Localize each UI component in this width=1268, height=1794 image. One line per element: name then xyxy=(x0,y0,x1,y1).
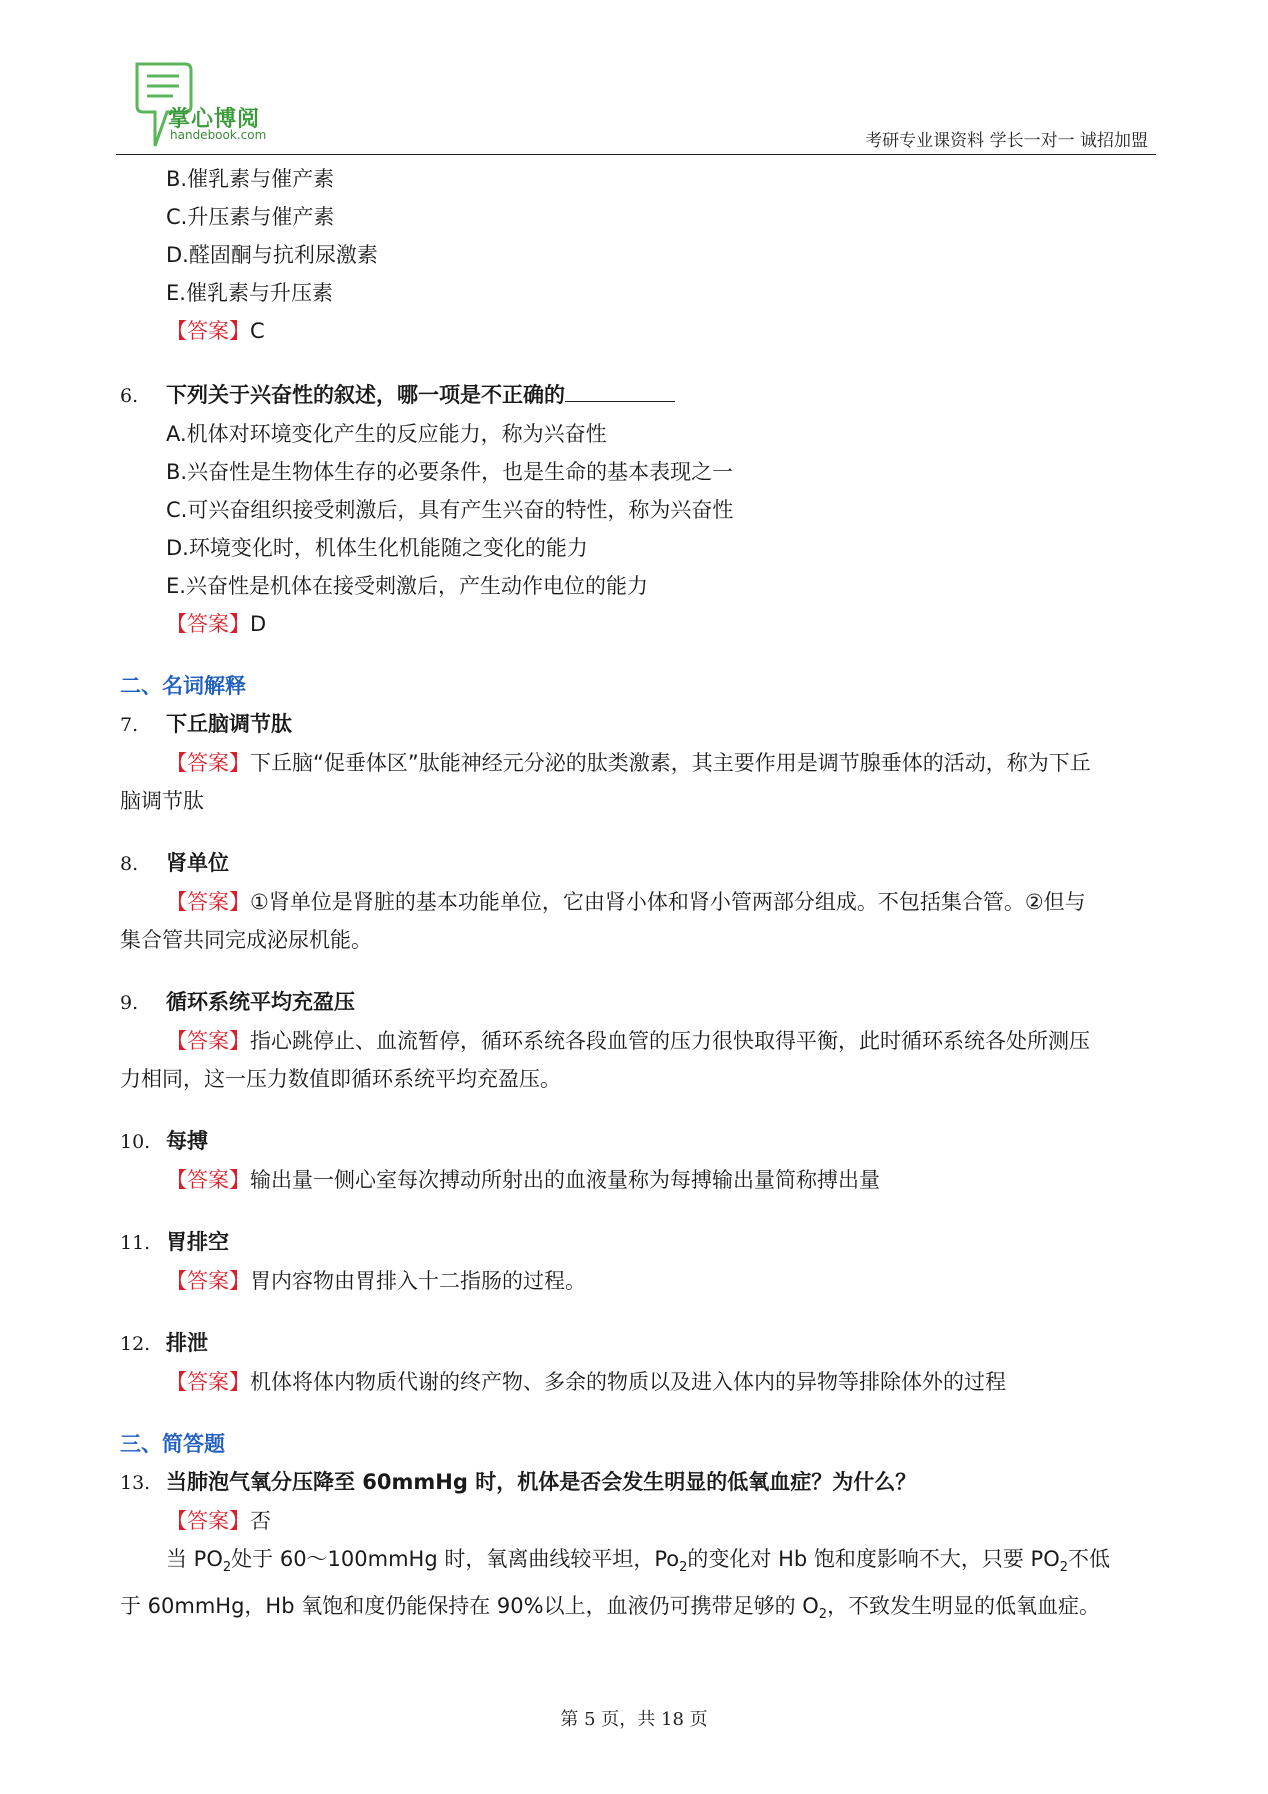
term-answer-cont: 力相同，这一压力数值即循环系统平均充盈压。 xyxy=(120,1067,561,1091)
question-13: 13. 当肺泡气氧分压降至 60mmHg 时，机体是否会发生明显的低氧血症？为什么？ xyxy=(120,1470,917,1494)
question-text: 下列关于兴奋性的叙述，哪一项是不正确的 xyxy=(166,383,565,407)
term-answer: 【答案】指心跳停止、血流暂停，循环系统各段血管的压力很快取得平衡，此时循环系统各处所测压 xyxy=(166,1029,1090,1053)
explanation-cont: 于 60mmHg，Hb 氧饱和度仍能保持在 90%以上，血液仍可携带足够的 $O_2$，不致发生明显的低氧血症。 xyxy=(120,1594,1101,1623)
term-answer-cont: 集合管共同完成泌尿机能。 xyxy=(120,928,372,952)
term-9: 9. 循环系统平均充盈压 xyxy=(120,990,355,1014)
explanation: 当 $PO_2$处于 60～100mmHg 时，氧离曲线较平坦，$Po_2$的变化对 Hb 饱和度影响不大，只要 $PO_2$不低 xyxy=(166,1547,1111,1576)
term-11: 11. 胃排空 xyxy=(120,1230,229,1254)
answer-label: 【答案】 xyxy=(166,319,250,343)
answer-line: 【答案】否 xyxy=(166,1509,271,1533)
term-answer-cont: 脑调节肽 xyxy=(120,789,204,813)
section-heading: 三、简答题 xyxy=(120,1432,225,1456)
header-slogan: 考研专业课资料 学长一对一 诚招加盟 xyxy=(865,131,1148,151)
term-8: 8. 肾单位 xyxy=(120,851,229,875)
logo-text: 掌心博阅 xyxy=(168,107,261,132)
answer-value: D xyxy=(250,612,267,636)
term-answer: 【答案】胃内容物由胃排入十二指肠的过程。 xyxy=(166,1269,586,1293)
term-12: 12. 排泄 xyxy=(120,1331,208,1355)
term-10: 10. 每搏 xyxy=(120,1129,208,1153)
answer-value: C xyxy=(250,319,265,343)
term-answer: 【答案】下丘脑“促垂体区”肽能神经元分泌的肽类激素，其主要作用是调节腺垂体的活动，称为下丘 xyxy=(166,751,1091,775)
answer-line xyxy=(120,312,1150,350)
page-content xyxy=(120,160,1150,1634)
answer-line xyxy=(120,605,1150,643)
logo-url: handebook.com xyxy=(170,128,267,142)
term-answer: 【答案】机体将体内物质代谢的终产物、多余的物质以及进入体内的异物等排除体外的过程 xyxy=(166,1370,1006,1394)
option: E.兴奋性是机体在接受刺激后，产生动作电位的能力 xyxy=(166,574,648,598)
option: D.醛固酮与抗利尿激素 xyxy=(166,243,378,267)
page-number: 第 5 页，共 18 页 xyxy=(560,1709,708,1730)
option: C.升压素与催产素 xyxy=(166,205,335,229)
option: C.可兴奋组织接受刺激后，具有产生兴奋的特性，称为兴奋性 xyxy=(166,498,734,522)
term-answer: 【答案】①肾单位是肾脏的基本功能单位，它由肾小体和肾小管两部分组成。不包括集合管。②但与 xyxy=(166,890,1086,914)
question-number: 6. xyxy=(120,385,139,407)
header-divider xyxy=(116,154,1156,155)
question-6 xyxy=(120,376,1150,415)
section-heading: 二、名词解释 xyxy=(120,674,246,698)
option: B.催乳素与催产素 xyxy=(166,167,335,191)
option: D.环境变化时，机体生化机能随之变化的能力 xyxy=(166,536,588,560)
term-answer: 【答案】输出量一侧心室每次搏动所射出的血液量称为每搏输出量简称搏出量 xyxy=(166,1168,880,1192)
option: A.机体对环境变化产生的反应能力，称为兴奋性 xyxy=(166,422,607,446)
term-7: 7. 下丘脑调节肽 xyxy=(120,712,292,736)
option: E.催乳素与升压素 xyxy=(166,281,333,305)
answer-label: 【答案】 xyxy=(166,612,250,636)
option: B.兴奋性是生物体生存的必要条件，也是生命的基本表现之一 xyxy=(166,460,734,484)
answer-blank xyxy=(565,400,675,402)
